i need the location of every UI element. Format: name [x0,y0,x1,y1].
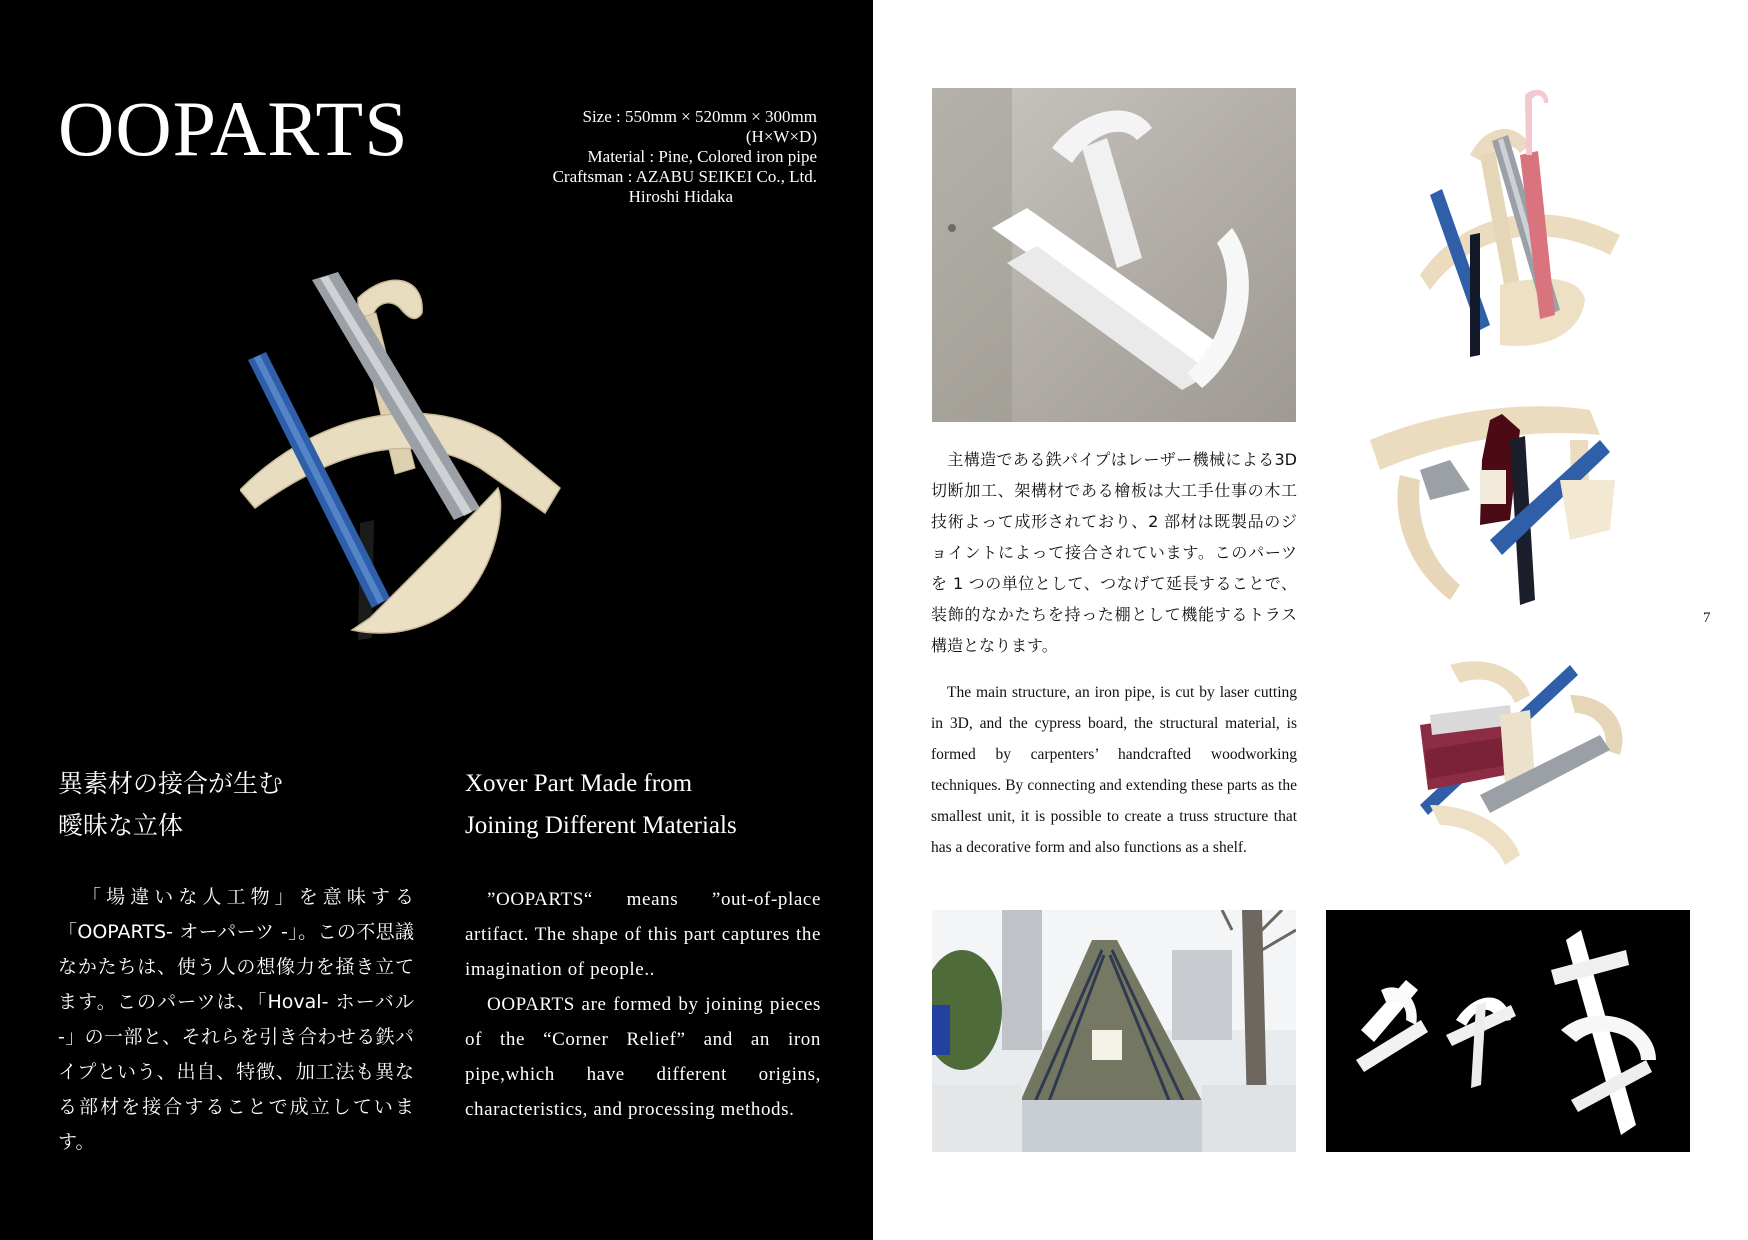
body-japanese [58,880,414,1160]
right-body-japanese-text: 主構造である鉄パイプはレーザー機械による3D 切断加工、架構材である檜板は大工手仕事の木工技術よって成形されており、2 部材は既製品のジョイントによって接合されています。このパーツを 1 つの単位として、つなげて延長することで、装飾的なかたちを持った棚として機能するトラス構造となります。 [931,450,1297,655]
body-english-p1-text: ”OOPARTS“ means ”out-of-place artifact. The shape of this part captures the imagination of people.. [465,889,821,980]
spec-craftsman: Craftsman : AZABU SEIKEI Co., Ltd. [552,167,817,186]
body-english [465,882,821,1127]
heading-english-line2: Joining Different Materials [465,812,737,839]
body-japanese-text: 「場違いな人工物」を意味する「OOPARTS- オーパーツ -」。この不思議なかたちは、使う人の想像力を掻き立てます。このパーツは、「Hoval- ホーバル -」の一部と、それらを引き合わせる鉄パイプという、出自、特徴、加工法も異なる部材を接合することで成立しています。 [58,886,414,1153]
right-body-english-text: The main structure, an iron pipe, is cut by laser cutting in 3D, and the cypress board, the structural material, is formed by carpenters’ handcrafted woodworking techniques. By connecting and extending these parts as the smallest unit, it is possible to create a truss structure that has a decorative form and also functions as a shelf. [931,684,1297,856]
body-english-p2 [465,987,821,1127]
spec-craftsman-name: Hiroshi Hidaka [628,187,733,206]
photo-object-books [1370,655,1650,880]
spec-size-dims: (H×W×D) [745,127,817,146]
heading-english-line1: Xover Part Made from [465,770,693,797]
photo-object-wine-bottle [1370,400,1630,635]
heading-english [465,763,737,847]
spec-material: Material : Pine, Colored iron pipe [587,147,817,166]
photo-object-umbrella [1370,85,1650,390]
photo-outdoor-installation [932,910,1296,1152]
left-page [0,0,873,1240]
photo-wall-mounted [932,88,1296,422]
body-english-p2-text: OOPARTS are formed by joining pieces of the “Corner Relief” and an iron pipe,which have different origins, characteristics, and processing methods. [465,994,821,1120]
right-body-english [931,677,1297,863]
specs-block [457,107,817,207]
body-english-p1 [465,882,821,987]
heading-japanese [58,763,283,847]
hero-product-image [240,268,640,708]
page-title: OOPARTS [58,85,409,172]
spec-size: Size : 550mm × 520mm × 300mm [582,107,817,126]
heading-japanese-line2: 曖昧な立体 [58,811,184,840]
photo-white-objects-dark [1326,910,1690,1152]
page-number: 7 [1703,610,1711,626]
right-body-japanese [931,444,1297,661]
heading-japanese-line1: 異素材の接合が生む [58,769,284,798]
